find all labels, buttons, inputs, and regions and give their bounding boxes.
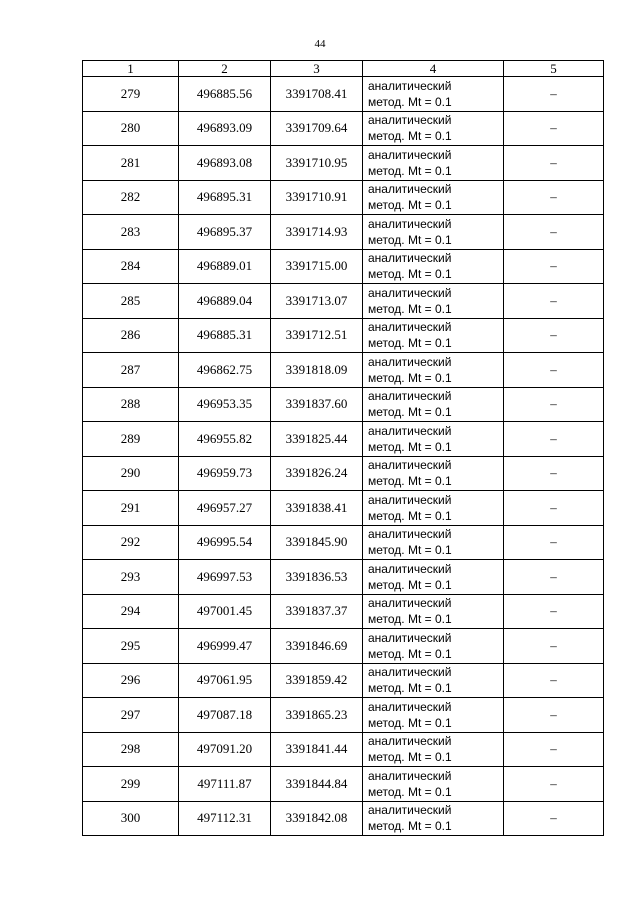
method-line-2: метод. Mt = 0.1: [368, 267, 452, 282]
point-number-cell: 289: [83, 422, 179, 457]
coordinates-table: [82, 60, 604, 836]
x-coordinate-cell: 496955.82: [179, 422, 271, 457]
page-number: 44: [314, 38, 326, 50]
point-number-cell: 300: [83, 801, 179, 836]
y-coordinate-cell: 3391709.64: [271, 111, 363, 146]
method-line-2: метод. Mt = 0.1: [368, 336, 452, 351]
note-cell: –: [504, 491, 604, 526]
y-coordinate-cell: 3391713.07: [271, 284, 363, 319]
method-cell: [363, 663, 504, 698]
method-line-2: метод. Mt = 0.1: [368, 94, 452, 109]
x-coordinate-cell: 497087.18: [179, 698, 271, 733]
table-row: [83, 180, 604, 215]
y-coordinate-cell: 3391838.41: [271, 491, 363, 526]
table-row: [83, 663, 604, 698]
method-line-2: метод. Mt = 0.1: [368, 508, 452, 523]
method-cell: [363, 698, 504, 733]
x-coordinate-cell: 496895.37: [179, 215, 271, 250]
y-coordinate-cell: 3391714.93: [271, 215, 363, 250]
point-number-cell: 291: [83, 491, 179, 526]
column-header-5: 5: [504, 61, 604, 77]
x-coordinate-cell: 496997.53: [179, 560, 271, 595]
y-coordinate-cell: 3391845.90: [271, 525, 363, 560]
x-coordinate-cell: 496959.73: [179, 456, 271, 491]
x-coordinate-cell: 496953.35: [179, 387, 271, 422]
method-cell: [363, 318, 504, 353]
method-line-1: аналитический: [368, 803, 452, 818]
y-coordinate-cell: 3391837.60: [271, 387, 363, 422]
table-row: [83, 698, 604, 733]
note-cell: –: [504, 111, 604, 146]
table-row: [83, 422, 604, 457]
method-line-1: аналитический: [368, 561, 452, 576]
note-cell: –: [504, 215, 604, 250]
point-number-cell: 283: [83, 215, 179, 250]
point-number-cell: 286: [83, 318, 179, 353]
note-cell: –: [504, 801, 604, 836]
point-number-cell: 292: [83, 525, 179, 560]
x-coordinate-cell: 497091.20: [179, 732, 271, 767]
x-coordinate-cell: 496995.54: [179, 525, 271, 560]
table-row: [83, 767, 604, 802]
method-line-2: метод. Mt = 0.1: [368, 543, 452, 558]
table-row: [83, 215, 604, 250]
x-coordinate-cell: 497111.87: [179, 767, 271, 802]
method-cell: [363, 146, 504, 181]
method-cell: [363, 456, 504, 491]
table-row: [83, 284, 604, 319]
point-number-cell: 299: [83, 767, 179, 802]
note-cell: –: [504, 698, 604, 733]
table-row: [83, 594, 604, 629]
method-line-1: аналитический: [368, 251, 452, 266]
note-cell: –: [504, 594, 604, 629]
x-coordinate-cell: 496889.01: [179, 249, 271, 284]
point-number-cell: 281: [83, 146, 179, 181]
note-cell: –: [504, 387, 604, 422]
method-cell: [363, 284, 504, 319]
method-line-1: аналитический: [368, 147, 452, 162]
method-line-1: аналитический: [368, 285, 452, 300]
table-row: [83, 249, 604, 284]
y-coordinate-cell: 3391844.84: [271, 767, 363, 802]
point-number-cell: 290: [83, 456, 179, 491]
method-line-2: метод. Mt = 0.1: [368, 439, 452, 454]
point-number-cell: 297: [83, 698, 179, 733]
method-cell: [363, 353, 504, 388]
note-cell: –: [504, 732, 604, 767]
x-coordinate-cell: 496957.27: [179, 491, 271, 526]
method-cell: [363, 215, 504, 250]
method-line-1: аналитический: [368, 630, 452, 645]
table-row: [83, 801, 604, 836]
method-cell: [363, 422, 504, 457]
method-line-1: аналитический: [368, 320, 452, 335]
table-row: [83, 318, 604, 353]
x-coordinate-cell: 496889.04: [179, 284, 271, 319]
method-line-2: метод. Mt = 0.1: [368, 370, 452, 385]
method-line-1: аналитический: [368, 527, 452, 542]
y-coordinate-cell: 3391710.95: [271, 146, 363, 181]
x-coordinate-cell: 496862.75: [179, 353, 271, 388]
point-number-cell: 296: [83, 663, 179, 698]
method-line-1: аналитический: [368, 182, 452, 197]
table-row: [83, 146, 604, 181]
y-coordinate-cell: 3391837.37: [271, 594, 363, 629]
method-cell: [363, 801, 504, 836]
method-line-2: метод. Mt = 0.1: [368, 301, 452, 316]
point-number-cell: 285: [83, 284, 179, 319]
y-coordinate-cell: 3391710.91: [271, 180, 363, 215]
note-cell: –: [504, 456, 604, 491]
table-row: [83, 525, 604, 560]
note-cell: –: [504, 525, 604, 560]
point-number-cell: 295: [83, 629, 179, 664]
note-cell: –: [504, 77, 604, 112]
method-line-2: метод. Mt = 0.1: [368, 715, 452, 730]
method-cell: [363, 77, 504, 112]
method-line-1: аналитический: [368, 492, 452, 507]
method-line-2: метод. Mt = 0.1: [368, 129, 452, 144]
table-row: [83, 387, 604, 422]
y-coordinate-cell: 3391865.23: [271, 698, 363, 733]
table-row: [83, 111, 604, 146]
method-line-2: метод. Mt = 0.1: [368, 232, 452, 247]
x-coordinate-cell: 497061.95: [179, 663, 271, 698]
method-line-2: метод. Mt = 0.1: [368, 646, 452, 661]
x-coordinate-cell: 497001.45: [179, 594, 271, 629]
point-number-cell: 282: [83, 180, 179, 215]
method-line-1: аналитический: [368, 423, 452, 438]
method-line-1: аналитический: [368, 458, 452, 473]
column-header-3: 3: [271, 61, 363, 77]
note-cell: –: [504, 146, 604, 181]
x-coordinate-cell: 496893.09: [179, 111, 271, 146]
note-cell: –: [504, 663, 604, 698]
point-number-cell: 293: [83, 560, 179, 595]
header-row: [83, 61, 604, 77]
method-line-2: метод. Mt = 0.1: [368, 784, 452, 799]
x-coordinate-cell: 496893.08: [179, 146, 271, 181]
method-cell: [363, 629, 504, 664]
note-cell: –: [504, 284, 604, 319]
note-cell: –: [504, 318, 604, 353]
method-line-2: метод. Mt = 0.1: [368, 198, 452, 213]
method-cell: [363, 249, 504, 284]
point-number-cell: 294: [83, 594, 179, 629]
table-row: [83, 560, 604, 595]
y-coordinate-cell: 3391818.09: [271, 353, 363, 388]
y-coordinate-cell: 3391841.44: [271, 732, 363, 767]
x-coordinate-cell: 496885.56: [179, 77, 271, 112]
method-cell: [363, 111, 504, 146]
y-coordinate-cell: 3391712.51: [271, 318, 363, 353]
x-coordinate-cell: 496895.31: [179, 180, 271, 215]
method-cell: [363, 180, 504, 215]
y-coordinate-cell: 3391836.53: [271, 560, 363, 595]
column-header-2: 2: [179, 61, 271, 77]
point-number-cell: 288: [83, 387, 179, 422]
method-line-1: аналитический: [368, 596, 452, 611]
column-header-4: 4: [363, 61, 504, 77]
method-line-2: метод. Mt = 0.1: [368, 577, 452, 592]
y-coordinate-cell: 3391859.42: [271, 663, 363, 698]
method-line-2: метод. Mt = 0.1: [368, 750, 452, 765]
note-cell: –: [504, 180, 604, 215]
point-number-cell: 279: [83, 77, 179, 112]
y-coordinate-cell: 3391826.24: [271, 456, 363, 491]
method-line-2: метод. Mt = 0.1: [368, 163, 452, 178]
y-coordinate-cell: 3391842.08: [271, 801, 363, 836]
table-row: [83, 491, 604, 526]
note-cell: –: [504, 249, 604, 284]
note-cell: –: [504, 422, 604, 457]
x-coordinate-cell: 496999.47: [179, 629, 271, 664]
method-line-1: аналитический: [368, 389, 452, 404]
y-coordinate-cell: 3391715.00: [271, 249, 363, 284]
method-cell: [363, 594, 504, 629]
method-line-2: метод. Mt = 0.1: [368, 819, 452, 834]
method-cell: [363, 387, 504, 422]
method-cell: [363, 732, 504, 767]
table-row: [83, 353, 604, 388]
note-cell: –: [504, 629, 604, 664]
method-line-1: аналитический: [368, 113, 452, 128]
y-coordinate-cell: 3391708.41: [271, 77, 363, 112]
table-row: [83, 77, 604, 112]
method-cell: [363, 525, 504, 560]
point-number-cell: 280: [83, 111, 179, 146]
method-line-1: аналитический: [368, 665, 452, 680]
method-line-2: метод. Mt = 0.1: [368, 474, 452, 489]
x-coordinate-cell: 497112.31: [179, 801, 271, 836]
method-line-1: аналитический: [368, 699, 452, 714]
method-line-1: аналитический: [368, 78, 452, 93]
point-number-cell: 284: [83, 249, 179, 284]
table-row: [83, 456, 604, 491]
x-coordinate-cell: 496885.31: [179, 318, 271, 353]
note-cell: –: [504, 560, 604, 595]
table-row: [83, 629, 604, 664]
y-coordinate-cell: 3391846.69: [271, 629, 363, 664]
method-line-2: метод. Mt = 0.1: [368, 405, 452, 420]
point-number-cell: 298: [83, 732, 179, 767]
method-cell: [363, 560, 504, 595]
method-line-1: аналитический: [368, 734, 452, 749]
method-line-1: аналитический: [368, 354, 452, 369]
method-cell: [363, 491, 504, 526]
method-line-2: метод. Mt = 0.1: [368, 612, 452, 627]
method-line-1: аналитический: [368, 768, 452, 783]
note-cell: –: [504, 767, 604, 802]
point-number-cell: 287: [83, 353, 179, 388]
table-row: [83, 732, 604, 767]
y-coordinate-cell: 3391825.44: [271, 422, 363, 457]
note-cell: –: [504, 353, 604, 388]
method-line-1: аналитический: [368, 216, 452, 231]
column-header-1: 1: [83, 61, 179, 77]
method-line-2: метод. Mt = 0.1: [368, 681, 452, 696]
method-cell: [363, 767, 504, 802]
